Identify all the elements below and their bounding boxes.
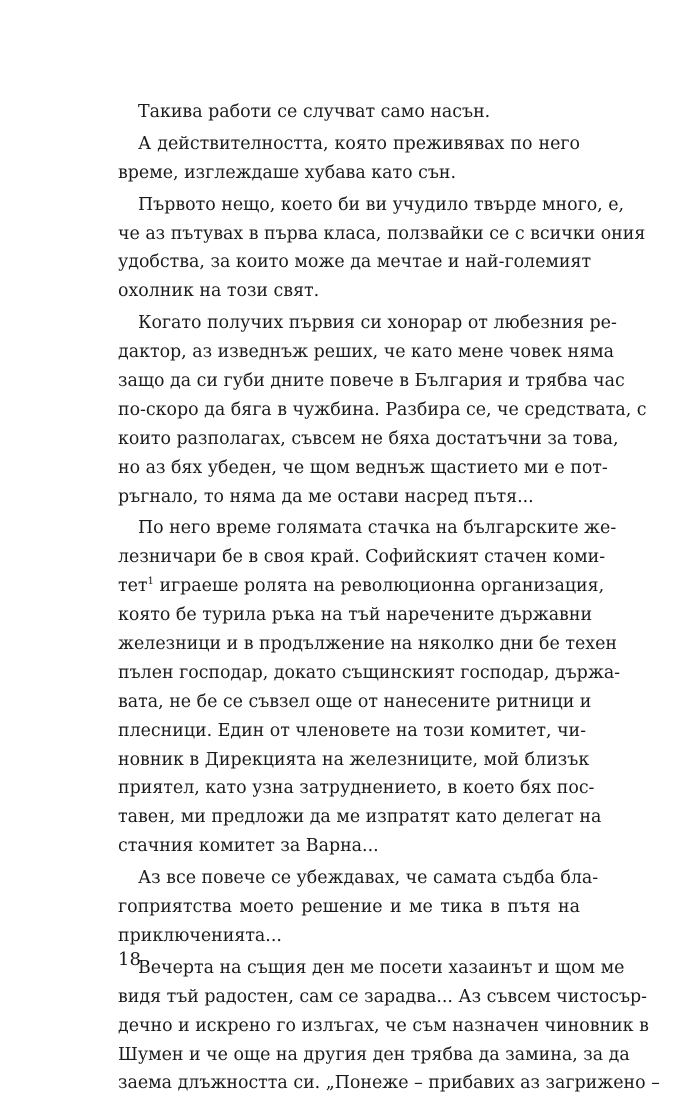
text-line: Шумен и че още на другия ден трябва да замина, за да (118, 1044, 630, 1065)
text-line: Вечерта на същия ден ме посети хазаинът и щом ме (138, 957, 625, 978)
text-line: тавен, ми предложи да ме изпратят като делегат на (118, 807, 602, 828)
text-line: стачния комитет за Варна... (118, 836, 379, 857)
page-number: 18 (118, 949, 141, 970)
text-line: Първото нещо, което би ви учудило твърде много, е, (138, 194, 625, 215)
text-line: дактор, аз изведнъж реших, че като мене човек няма (118, 342, 615, 363)
text-line: новник в Дирекцията на железниците, мой близък (118, 749, 590, 770)
text-line: пълен господар, докато същинският господар, държа- (118, 662, 621, 683)
text-line: железници и в продължение на няколко дни бе техен (118, 634, 617, 655)
text-line: лезничари бе в своя край. Софийският стачен коми- (118, 547, 606, 568)
text-line: защо да си губи дните повече в България и трябва час (118, 371, 625, 392)
text-line: че аз пътувах в първа класа, ползвайки се с всички ония (118, 223, 646, 244)
text-line: но аз бях убеден, че щом веднъж щастието ми е пот- (118, 457, 608, 478)
text-line: Такива работи се случват само насън. (138, 102, 491, 122)
text-line: която бе турила ръка на тъй наречените държавни (118, 605, 593, 626)
text-line: ръгнало, то няма да ме остави насред пътя... (118, 486, 534, 507)
text-line: охолник на този свят. (118, 281, 320, 302)
paragraph (118, 954, 660, 1098)
text-line: по-скоро да бяга в чужбина. Разбира се, че средствата, с (118, 399, 647, 420)
text-line: Аз все повече се убеждавах, че самата съдба бла- (138, 868, 599, 889)
text-line (118, 572, 605, 601)
paragraph (118, 191, 646, 307)
text-line: видя тъй радостен, сам се зарадва... Аз съвсем чистосър- (118, 986, 648, 1007)
paragraph (118, 864, 599, 951)
footnote-marker: 1 (147, 576, 154, 588)
text-line: заема длъжността си. „Понеже – прибавих аз загрижено – (118, 1073, 660, 1094)
text-line: По него време голямата стачка на българските же- (138, 518, 617, 539)
text-line: които разполагах, съвсем не бяха достатъчни за това, (118, 428, 619, 449)
text-line: плесници. Един от членовете на този комитет, чи- (118, 720, 587, 741)
text-line: А действителността, която преживявах по него (138, 133, 580, 154)
paragraph (118, 130, 580, 188)
text-line: вата, не бе се съвзел още от нанесените ритници и (118, 691, 592, 712)
text-line: приятел, като узна затруднението, в което бях пос- (118, 778, 595, 799)
paragraph (118, 514, 621, 861)
body-text (118, 98, 660, 1101)
text-line: дечно и искрено го излъгах, че съм назначен чиновник в (118, 1015, 649, 1036)
paragraph (118, 98, 580, 127)
text-line: удобства, за които може да мечтае и най-големият (118, 252, 592, 273)
text-line: време, изглеждаше хубава като сън. (118, 162, 457, 183)
text-fragment: играеше ролята на революционна организация, (153, 576, 605, 597)
text-line: гоприятства моето решение и ме тика в пътя на (118, 897, 580, 918)
text-line: приключенията... (118, 925, 282, 946)
paragraph (118, 309, 647, 511)
text-line: Когато получих първия си хонорар от любезния ре- (138, 313, 617, 334)
text-fragment: тет (118, 576, 148, 597)
